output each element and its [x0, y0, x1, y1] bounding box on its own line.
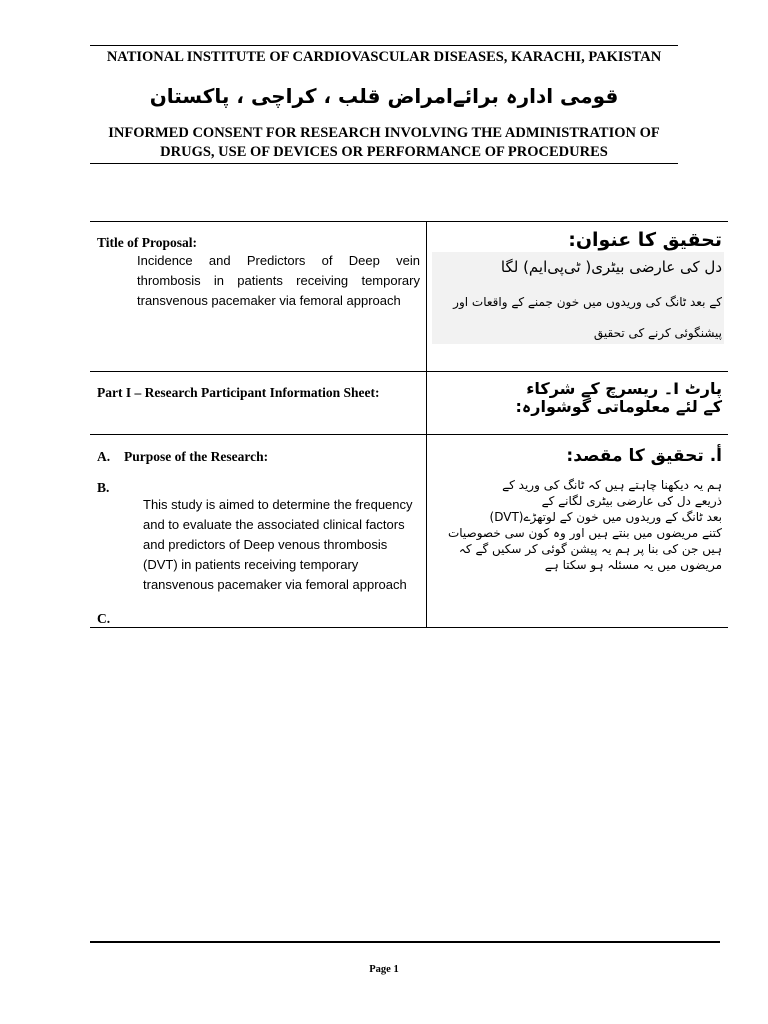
purpose-a-marker: A. [97, 449, 111, 464]
purpose-a-label: Purpose of the Research: [124, 449, 269, 464]
part1-urdu [432, 380, 722, 416]
table-rule-bottom [90, 627, 728, 628]
purpose-urdu-line: بعد ٹانگ کے وریدوں میں خون کے لوتھڑے(DVT) [489, 510, 722, 524]
purpose-urdu-line: مریضوں میں یہ مسئلہ ہو سکتا ہے [544, 558, 722, 572]
purpose-text: This study is aimed to determine the frequency and to evaluate the associated clinical factors and predictors of Deep venous thrombosis (DVT) in patients receiving temporary transvenous pacemaker via femoral approach [143, 497, 413, 592]
header-bottom-rule [90, 163, 678, 164]
page-footer [0, 964, 768, 975]
proposal-urdu-label: تحقیق کا عنوان: [568, 229, 722, 251]
purpose-urdu-line: کتنے مریضوں میں بنتے ہیں اور وہ کون سی خصوصیات [447, 526, 722, 540]
proposal-label: Title of Proposal: [97, 235, 197, 250]
purpose-b-marker: B. [97, 480, 110, 495]
consent-title-line2: DRUGS, USE OF DEVICES OR PERFORMANCE OF PROCEDURES [160, 144, 608, 160]
part1-label: Part I – Research Participant Information Sheet: [97, 385, 380, 400]
purpose-urdu-line: ہم یہ دیکھنا چاہتے ہیں کہ ٹانگ کی ورید کے [502, 478, 722, 492]
consent-title [88, 124, 680, 162]
purpose-urdu-line: ہیں جن کی بنا پر ہم یہ پیشن گوئی کر سکیں گے کہ [458, 542, 722, 556]
table-rule-1 [90, 371, 728, 372]
purpose-urdu-text [432, 477, 722, 573]
purpose-c-marker: C. [97, 611, 111, 626]
consent-title-line1: INFORMED CONSENT FOR RESEARCH INVOLVING THE ADMINISTRATION OF [108, 125, 660, 141]
purpose-urdu-line: ذریعے دل کی عارضی بیٹری لگانے کے [541, 494, 722, 508]
purpose-urdu-label: أ. تحقیق کا مقصد: [566, 446, 722, 466]
proposal-urdu-line3: پیشنگوئی کرنے کی تحقیق [593, 326, 722, 340]
proposal-urdu-box [432, 252, 724, 344]
proposal-urdu-line2: کے بعد ٹانگ کی وریدوں میں خون جمنے کے واقعات اور [453, 295, 722, 309]
proposal-urdu-line1: دل کی عارضی بیٹری( ٹی‌پی‌ایم) لگا [500, 258, 722, 276]
footer-rule [90, 941, 720, 943]
table-rule-2 [90, 434, 728, 435]
table-column-divider [426, 221, 427, 627]
institute-name-urdu: قومی ادارہ برائےامراض قلب ، کراچی ، پاکستان [149, 84, 619, 108]
page-label: Page [369, 964, 391, 975]
proposal-text: Incidence and Predictors of Deep vein thrombosis in patients receiving temporary transvenous pacemaker via femoral approach [137, 253, 420, 308]
page-number: 1 [393, 964, 399, 975]
table-rule-top [90, 221, 728, 222]
institute-name: NATIONAL INSTITUTE OF CARDIOVASCULAR DISEASES, KARACHI, PAKISTAN [106, 49, 662, 65]
header-top-rule [90, 45, 678, 46]
part1-urdu-line2: کے لئے معلوماتی گوشوارہ: [515, 397, 722, 416]
part1-urdu-line1: پارٹ I۔ ریسرچ کے شرکاء [526, 379, 722, 398]
